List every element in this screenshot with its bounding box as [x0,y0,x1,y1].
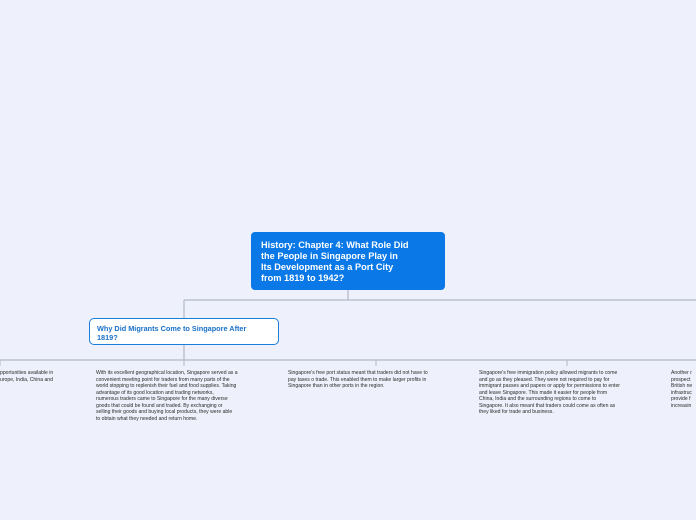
leaf-line: immigrant passes and papers or apply for permissions to enter [479,383,620,389]
leaf-line: numerous traders came to Singapore for the many diverse [96,396,228,402]
central-topic-line: from 1819 to 1942? [261,273,345,283]
leaf-line: and go as they pleased. They were not required to pay for [479,376,610,383]
leaf-line: Singapore. It also meant that traders could come as often as [479,402,616,409]
leaf-line: they liked for trade and business. [479,409,554,415]
topic-line: Why Did Migrants Come to Singapore After [97,324,247,333]
leaf-line: to obtain what they needed and return home. [96,415,198,422]
leaf-line: infrastruc [671,389,692,396]
leaf-line: advantage of its good location and trading networks, [96,389,214,396]
leaf-line: goods that could be found and traded. By exchanging or [96,402,223,409]
leaf-line: Another r [671,370,692,376]
leaf-line: Singapore's free immigration policy allowed migrants to come [479,370,618,376]
leaf-line: British ne [671,383,693,389]
central-topic-line: the People in Singapore Play in [261,251,398,261]
leaf-line: increasin [671,402,692,409]
leaf-line: Singapore's free port status meant that traders did not have to [288,370,428,376]
leaf-line: prospect [671,376,691,383]
leaf-line: provide f [671,396,691,402]
leaf-line: world stopping to replenish their fuel and food supplies. Taking [96,383,237,389]
topic-why-migrants-came[interactable] [89,318,279,345]
topic-line: 1819? [97,333,118,342]
leaf-line: and leave Singapore. This made it easier for people from [479,389,608,396]
leaf-note-another-reason[interactable] [671,370,696,409]
leaf-line: With its excellent geographical location, Singapore served as a [96,370,238,376]
central-topic-line: Its Development as a Port City [261,262,394,272]
central-topic[interactable] [251,232,445,290]
leaf-line: pportunities available in [0,370,54,376]
leaf-line: selling their goods and buying local products, they were able [96,409,233,415]
leaf-line: China, India and the surrounding regions to come to [479,396,597,402]
leaf-line: convenient meeting point for traders from many parts of the [96,376,230,383]
leaf-line: Singapore than in other ports in the region. [288,383,385,389]
leaf-line: urope, India, China and [0,376,53,383]
leaf-note-free-immigration[interactable] [479,370,656,416]
leaf-note-opportunities[interactable] [0,370,72,383]
leaf-line: pay taxes o trade. This enabled them to make larger profits in [288,376,427,383]
leaf-note-geographical-location[interactable] [96,370,273,422]
central-topic-line: History: Chapter 4: What Role Did [261,240,409,250]
leaf-note-free-port[interactable] [288,370,465,390]
